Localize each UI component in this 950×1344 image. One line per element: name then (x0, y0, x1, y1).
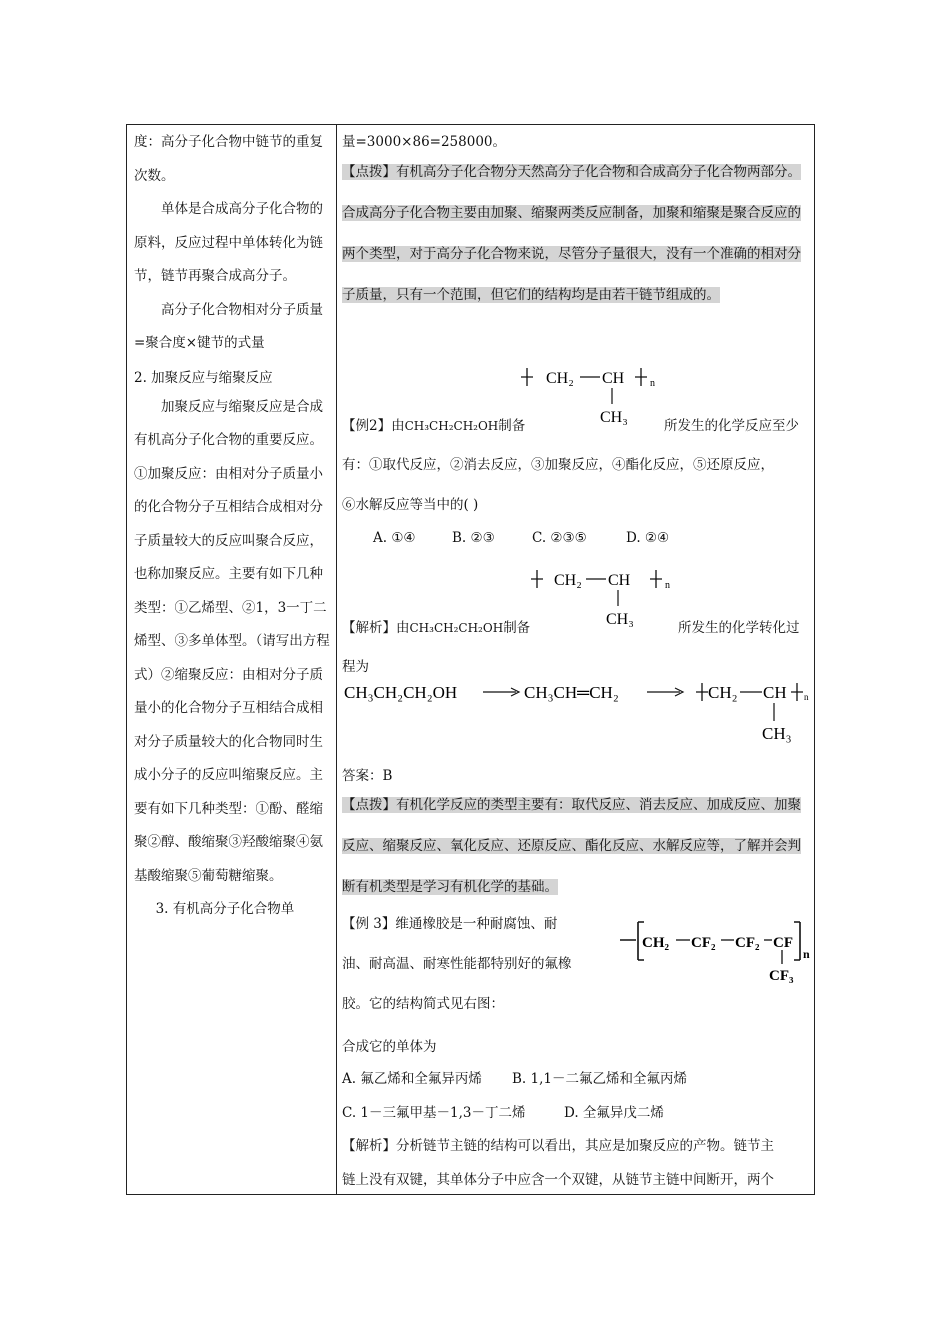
reaction-equation (342, 676, 812, 746)
eq-reactant: CH₃CH₂CH₂OH (344, 683, 458, 702)
left-heading-3: 3. 有机高分子化合物单 (155, 901, 295, 917)
example-2-prefix: 【例2】由 (342, 418, 405, 434)
analysis-2-prefix: 【解析】由 (342, 620, 410, 636)
fluoro-cf2-b: CF₂ (735, 935, 760, 951)
option-c: C. 1－三氟甲基－1,3－丁二烯 (342, 1105, 526, 1121)
fluoro-cf: CF (773, 935, 793, 951)
example-3-line-1: 【例 3】维通橡胶是一种耐腐蚀、耐 (342, 916, 558, 932)
eq-product-ch: CH (763, 683, 787, 702)
n-label: n (650, 378, 655, 389)
analysis-2-suffix: 所发生的化学转化过 (678, 620, 800, 636)
example-2-reactant: CH₃CH₂CH₂OH (404, 419, 499, 433)
fluoro-n: n (803, 947, 810, 961)
n-label: n (665, 580, 670, 591)
example-3-options-cd (342, 1101, 808, 1121)
tip-1 (342, 152, 808, 316)
analysis-2-reactant: CH₃CH₂CH₂OH (409, 621, 504, 635)
example-3-options-ab (342, 1067, 808, 1087)
example-2-line-3: ⑥水解反应等当中的( ) (342, 497, 479, 513)
left-heading-2: 2. 加聚反应与缩聚反应 (134, 369, 273, 386)
tip-2 (342, 785, 808, 908)
eq-intermediate: CH₃CH═CH₂ (524, 683, 619, 702)
ch-label: CH (602, 370, 625, 387)
example-2-line-2: 有：①取代反应，②消去反应，③加聚反应，④酯化反应，⑤还原反应， (342, 457, 774, 473)
option-d: D. 全氟异戊二烯 (564, 1105, 664, 1121)
left-paragraph-3: 高分子化合物相对分子质量=聚合度×键节的式量 (134, 301, 323, 351)
analysis-2-line-2: 程为 (342, 659, 369, 675)
eq-product-ch2: CH₂ (708, 683, 738, 702)
example-3-line-4: 合成它的单体为 (342, 1039, 437, 1055)
ch3-label: CH₃ (606, 611, 634, 628)
polypropylene-formula-1 (518, 364, 668, 426)
tip-2-text: 【点拨】有机化学反应的类型主要有：取代反应、消去反应、加成反应、加聚反应、缩聚反应、氧化反应、还原反应、酯化反应、水解反应等，了解并会判断有机类型是学习有机化学的基础。 (342, 797, 801, 895)
left-paragraph-2: 单体是合成高分子化合物的原料，反应过程中单体转化为链节，链节再聚合成高分子。 (134, 201, 323, 284)
tip-1-text: 【点拨】有机高分子化合物分天然高分子化合物和合成高分子化合物两部分。合成高分子化合物主要由加聚、缩聚两类反应制备，加聚和缩聚是聚合反应的两个类型，对于高分子化合物来说，尽管分子量很大，没有一个准确的相对分子质量，只有一个范围，但它们的结构均是由若干链节组成的。 (342, 164, 801, 303)
option-b: B. 1,1－二氟乙烯和全氟丙烯 (512, 1071, 687, 1087)
analysis-3-line-1: 【解析】分析链节主链的结构可以看出，其应是加聚反应的产物。链节主 (342, 1138, 774, 1154)
left-column (134, 126, 330, 927)
ch-label: CH (608, 572, 631, 589)
fluoro-cf3: CF₃ (769, 968, 794, 984)
column-divider (336, 124, 337, 1195)
example-2-suffix: 所发生的化学反应至少 (664, 418, 799, 434)
fluoro-rubber-formula (618, 918, 812, 988)
analysis-2-mid: 制备 (503, 620, 531, 636)
example-3-line-2: 油、耐高温、耐寒性能都特别好的氟橡 (342, 956, 572, 972)
option-c: C. ②③⑤ (532, 530, 587, 546)
ch2-label: CH₂ (554, 572, 582, 589)
fluoro-cf2-a: CF₂ (691, 935, 716, 951)
analysis-3-line-2: 链上没有双键，其单体分子中应含一个双键，从链节主链中间断开，两个 (342, 1172, 774, 1188)
option-b: B. ②③ (452, 530, 495, 546)
option-a: A. 氟乙烯和全氟异丙烯 (342, 1071, 482, 1087)
polypropylene-formula-2 (528, 566, 678, 628)
option-d: D. ②④ (626, 530, 670, 546)
option-a: A. ①④ (373, 530, 416, 546)
right-line-1: 量=3000×86=258000。 (342, 134, 507, 150)
example-2-mid: 制备 (498, 418, 526, 434)
ch2-label: CH₂ (546, 370, 574, 387)
example-3-line-3: 胶。它的结构简式见右图： (342, 996, 504, 1012)
fluoro-ch2: CH₂ (642, 935, 669, 951)
answer-2: 答案：B (342, 768, 393, 784)
left-paragraph-1: 度：高分子化合物中链节的重复次数。 (134, 134, 323, 184)
ch3-label: CH₃ (600, 409, 628, 426)
left-paragraph-5: 加聚反应与缩聚反应是合成有机高分子化合物的重要反应。①加聚反应：由相对分子质量小的化合物分子互相结合成相对分子质量较大的反应叫聚合反应，也称加聚反应。主要有如下几种类型：①乙烯型、②1，3一丁二烯型、③多单体型。（请写出方程式）②缩聚反应：由相对分子质量小的化合物分子互相结合成相对分子质量较大的化合物同时生成小分子的反应叫缩聚反应。主要有如下几种类型：①酚、醛缩聚②醇、酸缩聚③羟酸缩聚④氨基酸缩聚⑤葡萄糖缩聚。 (134, 398, 330, 884)
eq-product-n: n (804, 692, 809, 702)
eq-product-ch3: CH₃ (762, 724, 792, 743)
